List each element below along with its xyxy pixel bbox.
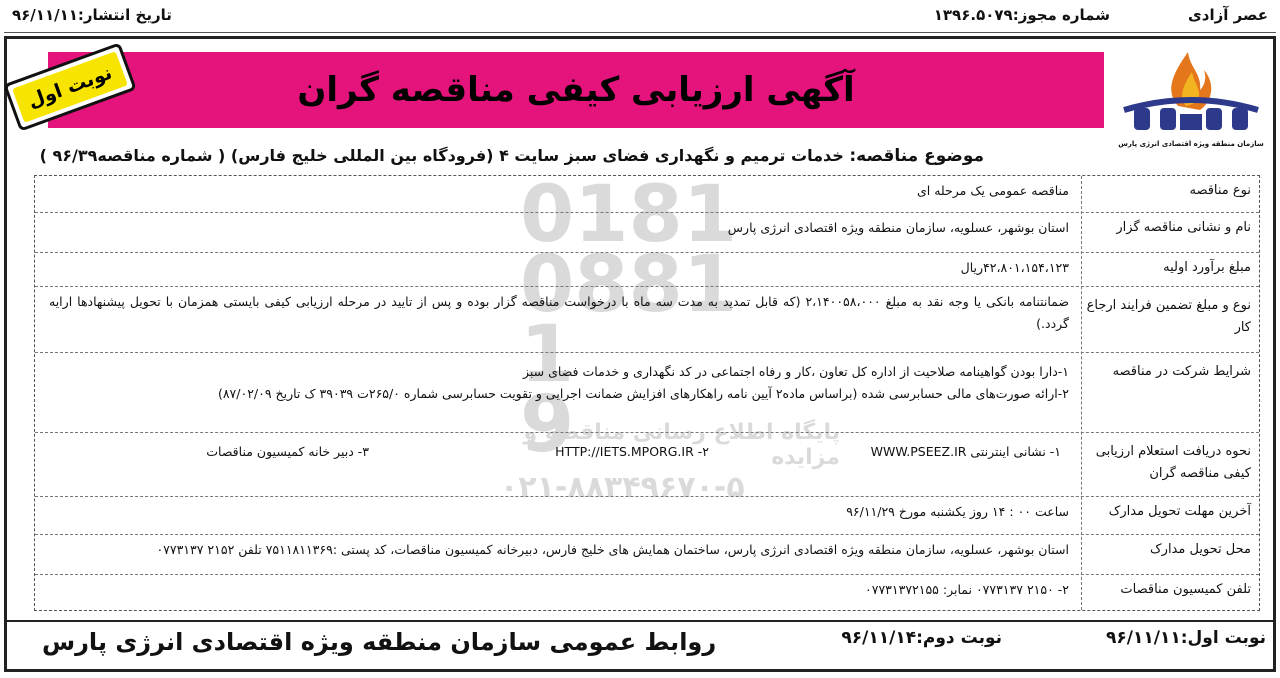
row-label: مبلغ برآورد اولیه (1163, 260, 1251, 275)
row-value: ۱-دارا بودن گواهینامه صلاحیت از اداره کل تعاون ،کار و رفاه اجتماعی در کد نگهداری و خدمات فضای سبز ۲-ارائه صورت‌های مالی حسابرسی شده (براساس ماده۲ آیین نامه راهکارهای افزایش ضمانت اجرایی و تقویت حسابرسی شماره ۲۶۵/۰ت ۳۹۰۳۹ ک تاریخ ۸۷/۰۲/۰۹) (217, 364, 1069, 401)
row-label: محل تحویل مدارک (1150, 542, 1251, 557)
row-label: آخرین مهلت تحویل مدارک (1108, 504, 1251, 519)
inquiry-method-secretariat: ۳- دبیر خانه کمیسیون مناقصات (206, 444, 369, 459)
table-row-type (35, 176, 1259, 213)
watermark-digits: 0181 0881 1 9 (520, 170, 738, 470)
header-divider (4, 32, 1276, 33)
inquiry-method-iets[interactable]: ۲- HTTP://IETS.MPORG.IR (555, 444, 709, 459)
row-value: استان بوشهر، عسلویه، سازمان منطقه ویژه اقتصادی انرژی پارس (727, 220, 1069, 235)
row-label: نحوه دریافت استعلام ارزیابی کیفی مناقصه گران (1095, 444, 1251, 481)
organization-logo (1116, 44, 1266, 148)
table-row-phone (35, 575, 1259, 612)
ad-title: آگهی ارزیابی کیفی مناقصه گران (297, 70, 855, 110)
table-row-deadline (35, 497, 1259, 535)
flame-gas-company-logo-icon (1116, 44, 1266, 136)
row-value: ضمانتنامه بانکی یا وجه نقد به مبلغ ۲،۱۴۰۰۵۸،۰۰۰ (که قابل تمدید به مدت سه ماه با درخواست مناقصه گزار بوده و پس از تایید در مرحله ارزیابی کیفی بایستی همزمان با تحویل پیشنهادها ارایه گردد.) (49, 294, 1069, 331)
row-value: مناقصه عمومی یک مرحله ای (916, 183, 1069, 198)
logo-caption: سازمان منطقه ویژه اقتصادی انرژی پارس (1118, 140, 1264, 148)
table-row-conditions (35, 353, 1259, 433)
watermark-phone: ۰۲۱-۸۸۳۴۹۶۷۰-۵ (500, 470, 745, 505)
public-relations-signature: روابط عمومی سازمان منطقه ویژه اقتصادی انرژی پارس (42, 628, 717, 656)
footer-divider (4, 620, 1276, 622)
newspaper-name: عصر آزادی (1188, 6, 1268, 24)
tender-subject (40, 146, 984, 166)
watermark-name: پایگاه اطلاع رسانی مناقصه و مزایده (523, 420, 840, 470)
row-value: ساعت ۰۰ : ۱۴ روز یکشنبه مورخ ۹۶/۱۱/۲۹ (846, 504, 1069, 519)
title-banner (48, 52, 1104, 128)
row-label: نوع و مبلغ تضمین فرایند ارجاع کار (1086, 298, 1251, 335)
tender-info-table (34, 170, 1260, 611)
inquiry-method-website[interactable]: ۱- نشانی اینترنتی WWW.PSEEZ.IR (870, 444, 1061, 459)
table-row-delivery-place (35, 535, 1259, 575)
table-row-organizer (35, 213, 1259, 253)
row-value: ۴۲،۸۰۱،۱۵۴،۱۲۳ریال (960, 260, 1069, 275)
row-value: استان بوشهر، عسلویه، سازمان منطقه ویژه اقتصادی انرژی پارس، ساختمان همایش های خلیج فارس، دبیرخانه کمیسیون مناقصات، کد پستی :۷۵۱۱۸۱۱۳۶۹ تلفن ۲۱۵۲ ۰۷۷۳۱۳۷ (156, 542, 1069, 557)
second-turn-date: نوبت دوم:۹۶/۱۱/۱۴ (841, 628, 1002, 648)
table-row-inquiry (35, 433, 1259, 497)
first-turn-date: نوبت اول:۹۶/۱۱/۱۱ (1106, 628, 1266, 648)
row-label: تلفن کمیسیون مناقصات (1120, 582, 1251, 597)
publish-date: تاریخ انتشار:۹۶/۱۱/۱۱ (12, 6, 172, 24)
subject-label: موضوع مناقصه: (849, 146, 984, 166)
subject-text: خدمات ترمیم و نگهداری فضای سبز سایت ۴ (فرودگاه بین المللی خلیج فارس) ( شماره مناقصه۹۶/۳۹ ) (39, 146, 844, 165)
row-label: نوع مناقصه (1189, 183, 1251, 198)
table-row-estimate (35, 253, 1259, 287)
permit-number: شماره مجوز:۱۳۹۶.۵۰۷۹ (933, 6, 1110, 24)
row-value: ۲- ۲۱۵۰ ۰۷۷۳۱۳۷ نمابر: ۰۷۷۳۱۳۷۲۱۵۵ (865, 582, 1069, 597)
row-label: نام و نشانی مناقصه گزار (1116, 220, 1251, 235)
badge-label: نوبت اول (25, 61, 115, 113)
row-label: شرایط شرکت در مناقصه (1112, 364, 1251, 379)
table-row-guarantee (35, 287, 1259, 353)
